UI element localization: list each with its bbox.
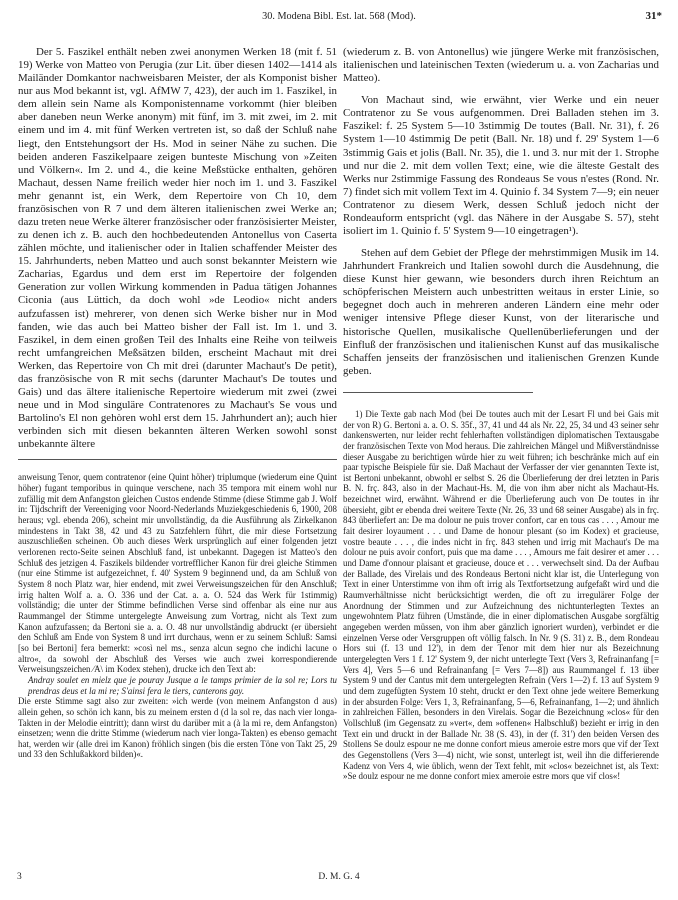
left-note-2: Die erste Stimme sagt also zur zweiten: »ich werde (von meinem Anfangston d aus) allein gehen, so schön ich kann, bis zu meinem ersten d (d la sol re, das nach vier longa-Takten in der Melodie eintritt); dann wirst du darüber mit a (à la mi re, dem Anfangston) einsetzen; wenn die dritte Stimme (wiederum nach vier longa-Takten) es ebenso gemacht hat, werden wir (alle drei im Kanon) fröhlich singen (bis die ersten Töne von Takt 25, 29 und 33 den Schlußakkord bilden)«. bbox=[18, 696, 337, 760]
right-paragraph-3: Stehen auf dem Gebiet der Pflege der mehrstimmigen Musik im 14. Jahrhundert Frankreich und Italien sowohl durch die Ausdehnung, die diese Kunst hier gewann, wie besonders durch ihren Reichtum an schöpferischen Meistern auch unbestritten weitaus in erster Linie, so begegnet doch auch in mehreren anderen Ländern eine mehr oder weniger intensive Pflege dieser Kunst, von der literarische und historische Quellen, musikalische Quellenüberlieferungen und der Einfluß der französischen und italienischen Kunst auf das musikalische Schaffen jenseits der französischen und italienischen Grenzen Kunde geben. bbox=[343, 247, 659, 377]
right-paragraph-2: Von Machaut sind, wie erwähnt, vier Werke und ein neuer Contratenor zu Se vous aufgenommen. Drei Balladen stehen im 3. Faszikel: f. 25 System 5—10 3stimmig De toutes (Ball. Nr. 31), f. 26 System 1—10 4stimmig De petit (Ball. Nr. 18) und f. 29' System 1—6 3stimmig Gais et jolis (Ball. Nr. 35), die 1. und 3. nur mit der 1. Strophe und nur die 2. mit dem vollen Text; eine, wie die älteste Gestalt des Werks nur 2stimmige Fassung des Rondeaus Se vous n'estes (Rond. Nr. 7) findet sich mit vollem Text im 4. Quinio f. 34 System 7—9; ein neuer Contratenor zu diesem Werk, dessen Schluß jedoch nicht der Rondeauform entspricht (vgl. das Nähere in der Ausgabe S. 57), steht isoliert im 1. Quinio f. 5' System 9—10 eingetragen¹). bbox=[343, 94, 659, 238]
running-header bbox=[0, 11, 678, 25]
footnote-rule-right bbox=[343, 392, 533, 393]
right-paragraph-1: (wiederum z. B. von Antonellus) wie jüngere Werke mit französischen, italienischen und lateinischen Texten (wiederum u. a. von Zacharias und Matteo). bbox=[343, 46, 659, 85]
right-body-text bbox=[343, 46, 659, 378]
page-number: 31* bbox=[645, 10, 662, 22]
sheet-number: 3 bbox=[17, 872, 22, 882]
left-footnotes bbox=[18, 472, 337, 760]
running-title: 30. Modena Bibl. Est. lat. 568 (Mod). bbox=[262, 11, 416, 22]
right-note-1: 1) Die Texte gab nach Mod (bei De toutes auch mit der Lesart Fl und bei Gais mit der von R) G. Bertoni a. a. O. S. 35f., 37, 41 und 44 als Nr. 22, 25, 34 und 43 seiner sehr dankenswerten, nur leider recht fehlerhaften vollständigen diplomatischen Textausgabe der französischen Texte von Mod heraus. Die zahlreichen Mängel und Mißverständnisse dieser Ausgabe zu berichtigen würde hier zu weit führen; ich beschränke mich auf ein paar typische Beispiele für sie. Daß Machaut der Verfasser der vier genannten Texte ist, ist Bertoni unbekannt, obwohl er selbst S. 26 die Überlieferung der drei letzten in Paris B. N. frç. 843, also in der Machaut-Hs. M, die von ihm aber nicht als Machaut-Hs. bezeichnet wird, erwähnt. Während er die Überlieferung auch von De toutes in ihr übersieht, gibt er ebenda drei weitere Texte (Nr. 26, 33 und 68 seiner Ausgabe) als in frç. 843 überliefert an: De ma dolour ne puis trover confort, car en tous cas . . . , Amour me fait desirer loyaument . . . und Dame de honour plesant (so im Kodex) et gracieuse, vostre beaute . . . , die indes nicht in frç. 843 stehen und irrig mit Machaut's De ma dolour ne puis avoir confort, puis que ma dame . . . , Amours me fait desirer et amer . . . und Dame d'onnour plaisant et gracieuse, douce et . . . verwechselt sind. Da der Aufbau der Ballade, des Virelais und des Rondeaus Bertoni nicht klar ist, die Unterlegung von Text in einer Unterstimme von ihm oft irrig als Textfortsetzung aufgefaßt wird und die Raumverhältnisse nicht berücksichtigt werden, die oft zu irregulärer Folge der Anordnung der Stimmen und zur Aufzeichnung des nichtunterlegten Textes an ungewohntem Platz führen (Umstände, die in einer diplomatischen Ausgabe sorgfältig angegeben werden müssen, von ihm aber gänzlich ignoriert wurden), verbindet er die einzelnen Verse oder Versgruppen oft völlig falsch. In Nr. 9 (S. 31) z. B., dem Rondeau Hors sui (f. 13 und 12'), in dem der Tenor mit dem hier nur als Bezeichnung untergelegten Vers 1 f. 12' System 9, der nicht unterlegte Text (Vers 3, Refrainanfang [= Vers 4], Vers 5—6 und Refrainanfang [= Vers 7—8]) aus Raummangel f. 13 über System 9 und der Cantus mit dem untergelegten Refrain (Vers 1—2) f. 13 auf System 9 und dem zugefügten System 10 steht, druckt er den Text ohne jede weitere Bemerkung in der absurden Folge: Vers 1, 3, Refrainanfang, 5—6, Refrainanfang, 1—2; und ähnlich in zahlreichen Fällen, besonders in den Virelais. Sogar die Bezeichnung »clos« für den Vollschluß (im Gegensatz zu »vert«, dem »offenen« Halbschluß) bezieht er irrig in den Text ein und druckt in der Ballade Nr. 38 (S. 43), in der (f. 31') den beiden Versen des Stollens Se doulz espour ne me donne confort mieus ameroie estre mors que vif der Text des Gegenstollens (Vers 3—4) nicht, wie sonst, unterlegt ist, weil ihn die differierende Kadenz von Vers 4, wie üblich, wenn der Text fehlt, mit »clos« bezeichnet ist, als Text: »Se doulz espour ne me donne confort miex ameroie estre mors que vif clos«! bbox=[343, 408, 659, 782]
footnote-rule-left bbox=[18, 459, 337, 460]
page-footer bbox=[0, 872, 678, 886]
left-note-1: anweisung Tenor, quem contratenor (eine Quint höher) triplumque (wiederum eine Quint höher) fugant temporibus in quinque verschene, nach 35 tempora mit einem wohl nur zufällig mit dem Anfangston gleichen Custos endende Stimme (diese Stimme gab J. Wolf in: Tijdschrift der Vereeniging voor Noord-Nederlands Muziekgeschiedenis 6, 1900, 208 heraus; vgl. ebenda 206), scheint mir unvollständig, da die Ausführung als Zirkelkanon mindestens in Takt 38, 42 und 43 zu Satzfehlern führt, die mir diese Fortsetzung auszuschließen scheinen. Ob auch dieses Werk ursprünglich auf einer folgenden jetzt verlorenen recto-Seite seinen Abschluß fand, ist unbekannt. Dagegen ist Matteo's den Schluß des jetzigen 4. Faszikels bildender vortrefflicher Kanon für drei gleiche Stimmen (nur eine Stimme ist aufgezeichnet, f. 40' System 9 beginnend und, da am Schluß von System 8 noch Platz war, hier endend, mit zwei Verweisungszeichen für den Anschluß; irrig halten Wolf a. a. O. 336 und der Cat. a. a. O. 524 das Werk für 1stimmig) vollständig; die unter der Stimme befindlichen Verse sind offenbar als eine nur aus Raummangel der Stimme untergelegte Anweisung zum Vortrag, nicht als Text zum Kanon aufzufassen; da Bertoni sie a. a. O. 48 nur unvollständig abdruckt (er übersieht den Schluß am Ende von System 8 und irrt durchaus, wenn er zu seinem Schluß: Samsi [so bei Bertoni] fera bemerkt: »così nel ms., senza alcun segno che indichi lacune o altro«, da sowohl der Abschluß des Verses wie auch zwei korrespondierende Verweisungszeichen ⁄A\ im Kodex stehen), drucke ich den Text ab: bbox=[18, 472, 337, 675]
left-paragraph-1: Der 5. Faszikel enthält neben zwei anonymen Werken 18 (mit f. 51 19) Werke von Matteo von Perugia (zur Lit. über diesen 1402—1414 als Mailänder Domkantor nachweisbaren Meister, der als Komponist bisher nur aus Mod bekannt ist, vgl. AfMW 7, 423), der auch im 1. Faszikel, in dem allein sein Name als Komponistenname vorkommt (hier bleiben aber daneben neun Werke anonym) mit fünf, im 3. mit zwei, im 2. mit einem und im 4. mit fünf Werken vertreten ist, so daß der Schluß nahe liegt, den Entstehungsort der Hs. Mod in seiner Nähe zu suchen. Die beiden anderen Faszikelpaare zeigen bunteste Mischung von »Zeiten und Völkern«. Im 2. und 4., die keine Meßstücke enthalten, gehören Machaut, dessen Name freilich weder hier noch im 1. und 3. Faszikel mehr genannt ist, ein Werk, dem Repertoire von Ch 10, dem französischen von R 7 und dem älteren italienischen zwei Werke an; dazu treten neue Werke älterer französischer oder französisierter Meister, zu denen ich z. B. auch den hochbedeutenden Antonellus von Caserta zählen möchte, und italienischer oder in Italien schaffender Meister des 15. Jahrhunderts, neben Matteo und auch sonst bekannter Meistern wie Zacharias, Egardus und dem erst im Repertoire der folgenden Generation zur vollen Wirkung kommenden in Padua tätigen Johannes Ciconia (aus Lüttich, da doch wohl »de Leodio« nicht anders aufzufassen ist) mehrerer, von denen sich Werke bisher nur in Mod fanden, wie das auch bei Matteo bisher der Fall ist. Im 1. und 3. Faszikel, in dem einen großen Teil des Inhalts eine Reihe von teilweis recht umfangreichen Meßsätzen bilden, erscheint Machaut mit drei Werken, das Repertoire von Ch mit drei (darunter Machaut's De petit), das französische von R mit sechs (darunter Machaut's De toutes und Gais) und das ältere italienische Repertoire wiederum mit zwei (zwei neue und in Mod singuläre Contratenores zu Machaut's Se vous und Bartolino's El non gehòren wohl erst dem 15. Jahrhundert an); auch hier verbinden sich mit diesen bekannten älteren Werken sowohl sonst unbekannte ältere bbox=[18, 46, 337, 451]
right-footnotes bbox=[343, 409, 659, 782]
left-body-text bbox=[18, 46, 337, 451]
signature-mark: D. M. G. 4 bbox=[318, 872, 360, 882]
left-note-verse: Andray soulet en mielz que je pouray Jusque a le tamps primier de la sol re; Lors tu prendras deus et la mi re; S'ainsi fera le tiers, canterons gay. bbox=[28, 674, 337, 696]
left-column bbox=[18, 46, 337, 760]
right-column bbox=[343, 46, 659, 782]
